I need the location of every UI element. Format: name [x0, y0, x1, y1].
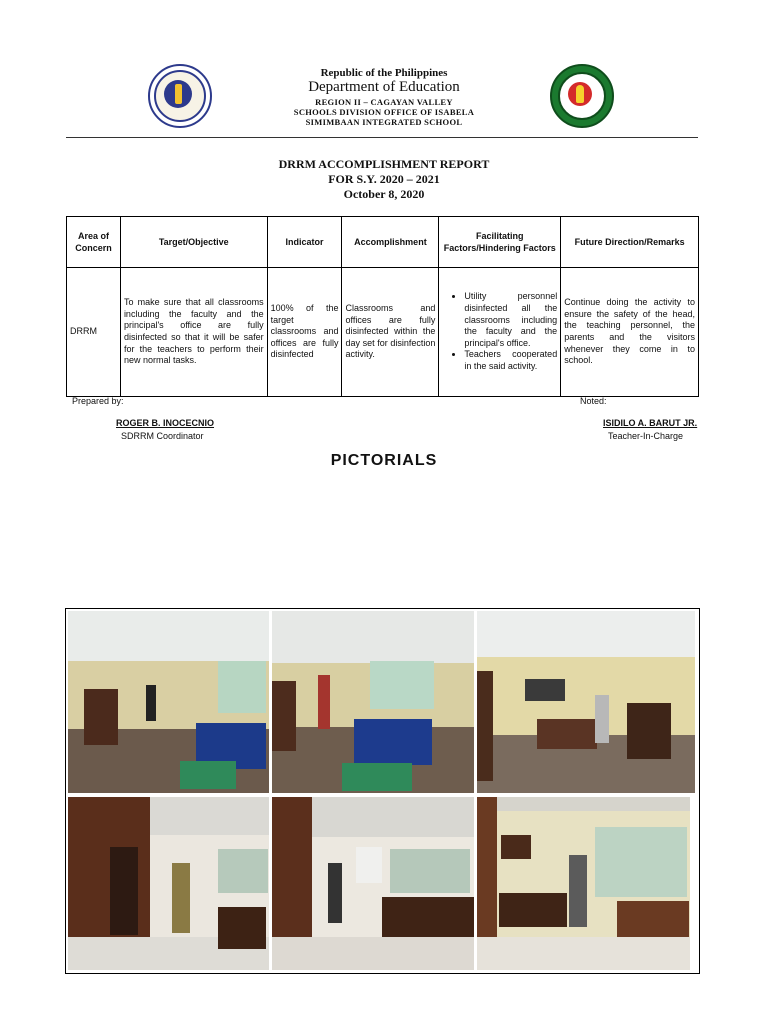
report-title: DRRM ACCOMPLISHMENT REPORT [278, 157, 490, 171]
prepared-by-name: ROGER B. INOCECNIO [116, 418, 215, 428]
factor-item: • Teachers cooperated in the said activity. [464, 349, 557, 372]
republic-heading: Republic of the Philippines [320, 67, 448, 79]
cell-accomplishment: Classrooms and offices are fully disinfected within the day set for disinfection activity. [342, 268, 439, 397]
school-year: FOR S.Y. 2020 – 2021 [328, 172, 440, 186]
header-area: Area of Concern [67, 217, 121, 268]
report-table [66, 216, 699, 397]
factor-item: • Utility personnel disinfected all the classrooms including the faculty and the principal's office. [464, 291, 557, 349]
cell-remarks: Continue doing the activity to ensure the safety of the head, the teaching personnel, the parents and the visitors whenever they come in to school. [561, 268, 699, 397]
photo-collage [65, 608, 700, 974]
prepared-by-title: SDRRM Coordinator [121, 431, 204, 441]
photo-hallway-entry [68, 797, 269, 970]
division-heading: SCHOOLS DIVISION OFFICE OF ISABELA [293, 107, 475, 117]
table-row [67, 268, 699, 397]
noted-title: Teacher-In-Charge [608, 431, 684, 441]
header-indicator: Indicator [267, 217, 342, 268]
photo-hallway-desk [272, 797, 474, 970]
noted-label: Noted: [580, 396, 607, 406]
cell-target: To make sure that all classrooms including the faculty and the principal's office are fully disinfected so that it will be safer for the teachers to perform their new normal tasks. [120, 268, 267, 397]
photo-principal-office [477, 611, 695, 793]
photo-office-sofa [68, 611, 269, 793]
header-factors: Facilitating Factors/Hindering Factors [439, 217, 561, 268]
photo-faculty-room [477, 797, 690, 970]
photo-office-window [272, 611, 474, 793]
report-date: October 8, 2020 [343, 187, 425, 201]
cell-indicator: 100% of the target classrooms and offices are fully disinfected [267, 268, 342, 397]
prepared-by-label: Prepared by: [72, 396, 124, 406]
department-heading: Department of Education [308, 79, 460, 95]
header-divider [66, 137, 698, 138]
header-target: Target/Objective [120, 217, 267, 268]
table-header-row [67, 217, 699, 268]
noted-name: ISIDILO A. BARUT JR. [603, 418, 698, 428]
pictorials-heading: PICTORIALS [330, 452, 438, 469]
school-heading: SIMIMBAAN INTEGRATED SCHOOL [305, 117, 463, 127]
header-remarks: Future Direction/Remarks [561, 217, 699, 268]
region-heading: REGION II – CAGAYAN VALLEY [315, 97, 453, 107]
header-accomplishment: Accomplishment [342, 217, 439, 268]
cell-factors [439, 268, 561, 397]
cell-area: DRRM [67, 268, 121, 397]
